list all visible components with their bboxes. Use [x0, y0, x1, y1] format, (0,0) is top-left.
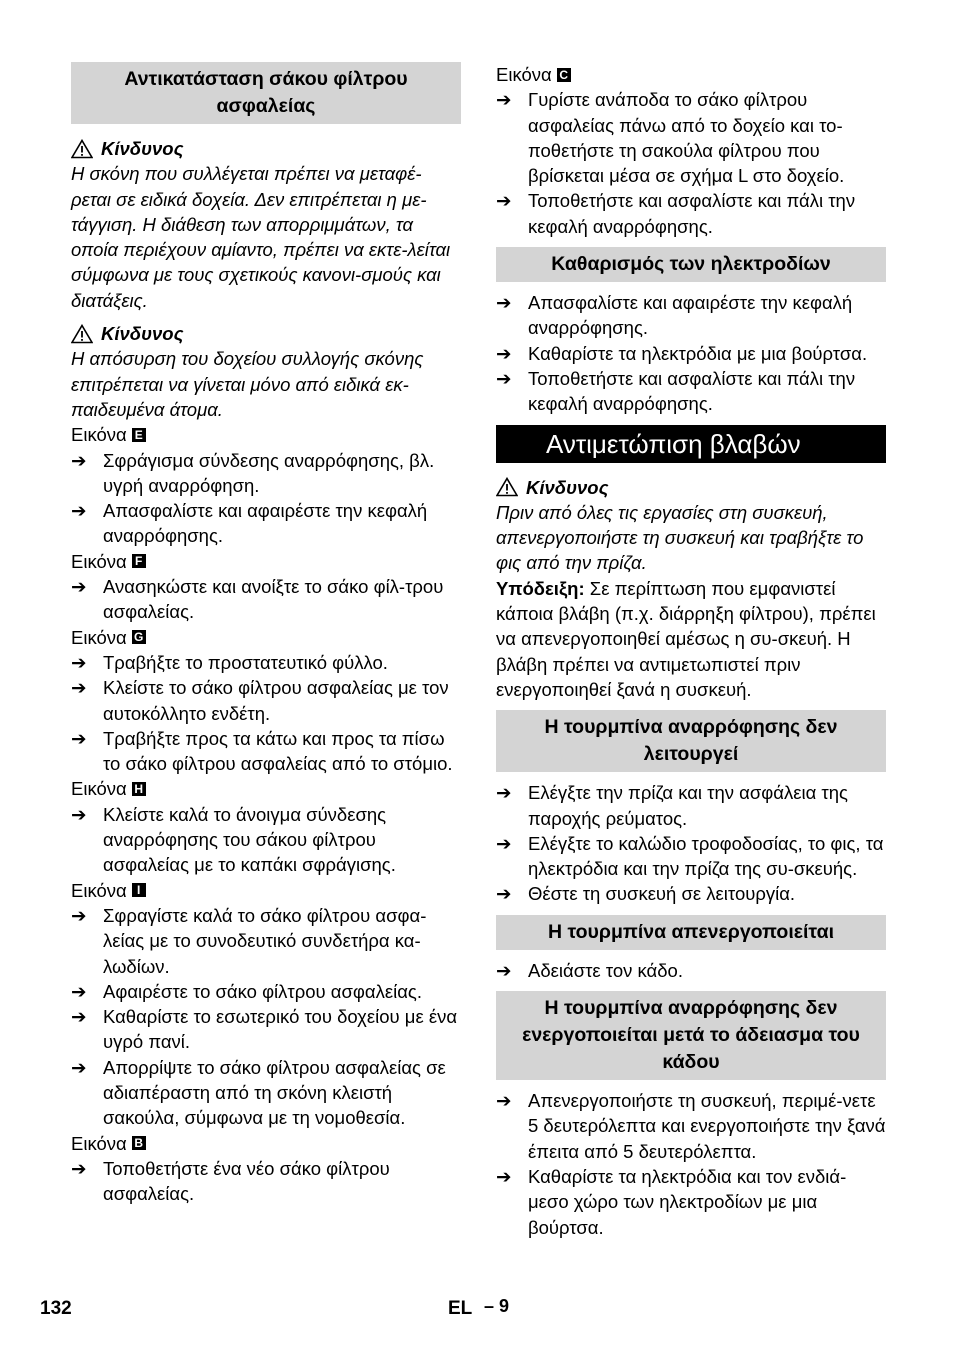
- section-header-turbine-switches-off: Η τουρμπίνα απενεργοποιείται: [496, 915, 886, 950]
- right-column: [496, 62, 886, 1240]
- list-item: ➔ Τοποθετήστε ένα νέο σάκο φίλτρου ασφαλείας.: [71, 1156, 461, 1207]
- figure-letter-box: G: [132, 630, 146, 644]
- warning-triangle-icon: [71, 324, 93, 344]
- section-header-filter-bag: Αντικατάσταση σάκου φίλτρου ασφαλείας: [71, 62, 461, 124]
- right-arrow-icon: ➔: [71, 904, 87, 926]
- list-item: ➔ Σφράγισμα σύνδεσης αναρρόφησης, βλ. υγρή αναρρόφηση.: [71, 448, 461, 499]
- list-item: ➔ Αδειάστε τον κάδο.: [496, 958, 886, 983]
- list-item: ➔ Ανασηκώστε και ανοίξτε το σάκο φίλ-τρου ασφαλείας.: [71, 574, 461, 625]
- figure-b-list: [71, 1156, 461, 1207]
- danger-notice: [71, 136, 461, 161]
- list-item: ➔ Ελέγξτε την πρίζα και την ασφάλεια της παροχής ρεύματος.: [496, 780, 886, 831]
- language-code: EL: [448, 1298, 473, 1319]
- danger-text: Η απόσυρση του δοχείου συλλογής σκόνης επιτρέπεται να γίνεται μόνο από ειδικά εκ-παιδευμένα άτομα.: [71, 348, 424, 420]
- right-arrow-icon: ➔: [496, 883, 512, 905]
- list-item: ➔ Καθαρίστε το εσωτερικό του δοχείου με ένα υγρό πανί.: [71, 1004, 461, 1055]
- sub-page-number: – 9: [484, 1296, 510, 1316]
- right-arrow-icon: ➔: [71, 1006, 87, 1028]
- figure-label: Εικόνα: [71, 550, 127, 572]
- figure-f-list: [71, 574, 461, 625]
- figure-i-list: [71, 903, 461, 1131]
- figure-letter-box: E: [132, 428, 146, 442]
- right-arrow-icon: ➔: [496, 782, 512, 804]
- list-item: ➔ Απενεργοποιήστε τη συσκευή, περιμέ-νετε 5 δευτερόλεπτα και ενεργοποιήστε την ξανά έπειτα από 5 δευτερόλεπτα.: [496, 1088, 886, 1164]
- warning-triangle-icon: [71, 139, 93, 159]
- turbine-no-restart-list: [496, 1088, 886, 1240]
- electrodes-list: [496, 290, 886, 416]
- figure-label: Εικόνα: [71, 879, 127, 901]
- figure-label: Εικόνα: [496, 64, 552, 85]
- figure-reference-h: [71, 776, 461, 801]
- list-item: ➔ Αφαιρέστε το σάκο φίλτρου ασφαλείας.: [71, 979, 461, 1004]
- figure-letter-box: C: [557, 68, 571, 82]
- right-arrow-icon: ➔: [71, 803, 87, 825]
- page-number: 132: [40, 1298, 72, 1319]
- right-arrow-icon: ➔: [71, 980, 87, 1002]
- right-arrow-icon: ➔: [71, 727, 87, 749]
- list-item: ➔ Ελέγξτε το καλώδιο τροφοδοσίας, το φις, τα ηλεκτρόδια και την πρίζα της συ-σκευής.: [496, 831, 886, 882]
- list-item: ➔ Τραβήξτε το προστατευτικό φύλλο.: [71, 650, 461, 675]
- figure-label: Εικόνα: [71, 1132, 127, 1154]
- right-arrow-icon: ➔: [496, 367, 512, 389]
- danger-text: Πριν από όλες τις εργασίες στη συσκευή, απενεργοποιήστε τη συσκευή και τραβήξτε το φις από την πρίζα.: [496, 501, 864, 574]
- figure-reference-e: [71, 422, 461, 447]
- section-header-turbine-no-restart: Η τουρμπίνα αναρρόφησης δεν ενεργοποιείται μετά το άδειασμα του κάδου: [496, 991, 886, 1080]
- right-arrow-icon: ➔: [496, 959, 512, 981]
- figure-letter-box: F: [132, 554, 146, 568]
- right-arrow-icon: ➔: [496, 1090, 512, 1112]
- list-item: ➔ Καθαρίστε τα ηλεκτρόδια με μια βούρτσα.: [496, 341, 886, 366]
- right-arrow-icon: ➔: [71, 677, 87, 699]
- note-text: Σε περίπτωση που εμφανιστεί κάποια βλάβη (π.χ. διάρρηξη φίλτρου), πρέπει να απενεργοποιηθεί αμέσως η συ-σκευή. Η βλάβη πρέπει να αντιμετωπιστεί πριν ενεργοποιηθεί ξανά η συσκευή.: [496, 577, 876, 700]
- section-header-turbine-not-working: Η τουρμπίνα αναρρόφησης δεν λειτουργεί: [496, 710, 886, 772]
- figure-g-list: [71, 650, 461, 776]
- danger-label: Κίνδυνος: [101, 323, 184, 345]
- list-item: ➔ Γυρίστε ανάποδα το σάκο φίλτρου ασφαλείας πάνω από το δοχείο και το-ποθετήστε τη σακούλα φίλτρου που βρίσκεται μέσα σε σχήμα L στο δοχείο.: [496, 87, 886, 188]
- figure-letter-box: I: [132, 883, 146, 897]
- danger-label: Κίνδυνος: [101, 138, 184, 159]
- list-item: ➔ Απασφαλίστε και αφαιρέστε την κεφαλή αναρρόφησης.: [71, 498, 461, 549]
- right-arrow-icon: ➔: [71, 449, 87, 471]
- right-arrow-icon: ➔: [496, 1165, 512, 1187]
- figure-e-list: [71, 448, 461, 549]
- list-item: ➔ Τοποθετήστε και ασφαλίστε και πάλι την κεφαλή αναρρόφησης.: [496, 188, 886, 239]
- figure-c-list: [496, 87, 886, 239]
- list-item: ➔ Κλείστε το σάκο φίλτρου ασφαλείας με τον αυτοκόλλητο ενδέτη.: [71, 675, 461, 726]
- list-item: ➔ Θέστε τη συσκευή σε λειτουργία.: [496, 881, 886, 906]
- danger-label: Κίνδυνος: [526, 476, 609, 498]
- right-arrow-icon: ➔: [496, 292, 512, 314]
- troubleshooting-title: Αντιμετώπιση βλαβών: [496, 425, 886, 463]
- right-arrow-icon: ➔: [496, 342, 512, 364]
- danger-notice: [496, 475, 886, 500]
- figure-label: Εικόνα: [71, 778, 127, 800]
- right-arrow-icon: ➔: [71, 576, 87, 598]
- figure-reference-f: [71, 549, 461, 574]
- figure-letter-box: H: [132, 782, 146, 796]
- danger-text: Η σκόνη που συλλέγεται πρέπει να μεταφέ-ρεται σε ειδικά δοχεία. Δεν επιτρέπεται η με-τάγγιση. Η διάθεση των απορριμμάτων, τα οποία περιέχουν αμίαντο, πρέπει να εκτε-λείται σύμφωνα με τους σχετικούς κανονι-σμούς και διατάξεις.: [71, 163, 451, 311]
- figure-reference-b: [71, 1131, 461, 1156]
- figure-reference-i: [71, 878, 461, 903]
- note-paragraph: [496, 576, 886, 702]
- list-item: ➔ Κλείστε καλά το άνοιγμα σύνδεσης αναρρόφησης του σάκου φίλτρου ασφαλείας με το καπάκι σφράγισης.: [71, 802, 461, 878]
- right-arrow-icon: ➔: [71, 500, 87, 522]
- right-arrow-icon: ➔: [496, 832, 512, 854]
- turbine-not-working-list: [496, 780, 886, 906]
- figure-reference-g: [71, 625, 461, 650]
- list-item: ➔ Απορρίψτε το σάκο φίλτρου ασφαλείας σε αδιαπέραστη από τη σκόνη κλειστή σακούλα, σύμφωνα με τη νομοθεσία.: [71, 1055, 461, 1131]
- figure-h-list: [71, 802, 461, 878]
- right-arrow-icon: ➔: [71, 1157, 87, 1179]
- figure-reference-c: [496, 62, 886, 87]
- right-arrow-icon: ➔: [496, 89, 512, 111]
- list-item: ➔ Απασφαλίστε και αφαιρέστε την κεφαλή αναρρόφησης.: [496, 290, 886, 341]
- right-arrow-icon: ➔: [71, 651, 87, 673]
- turbine-switches-off-list: [496, 958, 886, 983]
- note-label: Υπόδειξη:: [496, 577, 585, 599]
- list-item: ➔ Τραβήξτε προς τα κάτω και προς τα πίσω το σάκο φίλτρου ασφαλείας από το στόμιο.: [71, 726, 461, 777]
- left-column: [71, 62, 461, 1206]
- right-arrow-icon: ➔: [71, 1056, 87, 1078]
- list-item: ➔ Καθαρίστε τα ηλεκτρόδια και τον ενδιά-μεσο χώρο των ηλεκτροδίων με μια βούρτσα.: [496, 1164, 886, 1240]
- figure-letter-box: B: [132, 1136, 146, 1150]
- right-arrow-icon: ➔: [496, 190, 512, 212]
- danger-notice: [71, 321, 461, 346]
- list-item: ➔ Τοποθετήστε και ασφαλίστε και πάλι την κεφαλή αναρρόφησης.: [496, 366, 886, 417]
- warning-triangle-icon: [496, 477, 518, 497]
- list-item: ➔ Σφραγίστε καλά το σάκο φίλτρου ασφα-λείας με το συνοδευτικό συνδετήρα κα-λωδίων.: [71, 903, 461, 979]
- figure-label: Εικόνα: [71, 626, 127, 648]
- figure-label: Εικόνα: [71, 424, 127, 446]
- section-header-electrodes: Καθαρισμός των ηλεκτροδίων: [496, 247, 886, 282]
